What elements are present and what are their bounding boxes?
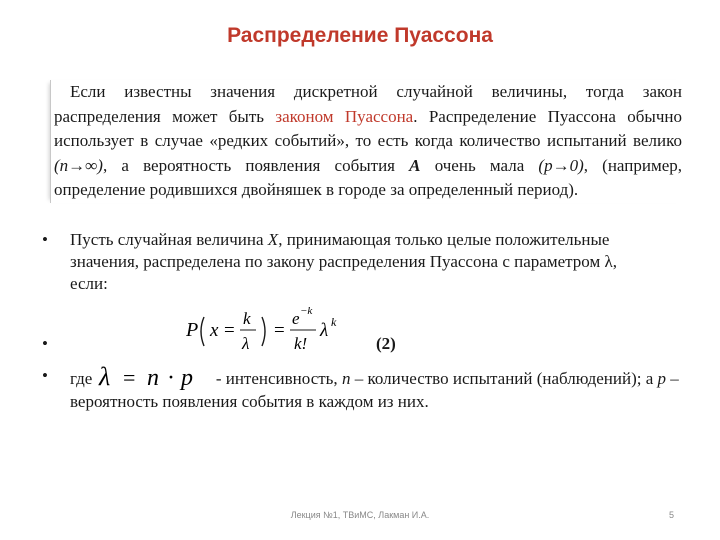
page-number: 5 xyxy=(669,510,675,520)
formula-k-factorial: k! xyxy=(294,334,308,353)
bullet3-text-4: – вероятность появления события в каждом из них. xyxy=(70,369,679,411)
event-a: А xyxy=(409,155,421,175)
intro-text-4: очень мала xyxy=(420,155,539,175)
lambda-dot: · xyxy=(166,365,175,391)
poisson-law-highlight: законом Пуассона xyxy=(275,106,414,126)
bullet-marker: • xyxy=(42,230,48,249)
formula-e: e xyxy=(292,309,300,328)
lambda-equals: = xyxy=(122,365,135,390)
bullet1-text-2: , принимающая только целые положительные значения, распределена по закону распределения Пуассона с параметром λ, если: xyxy=(70,230,617,293)
bullet3-text-3: – количество испытаний (наблюдений); а xyxy=(350,369,658,388)
condition-p-zero: (p→0) xyxy=(538,155,584,175)
condition-n-infinity: (n→∞) xyxy=(54,155,103,175)
lambda-p: p xyxy=(180,365,193,391)
bullet-text xyxy=(70,229,650,295)
variable-n: n xyxy=(341,369,351,388)
formula-p: P xyxy=(186,319,199,341)
bullet-text xyxy=(70,365,690,413)
formula-lambda: λ xyxy=(320,320,329,341)
equation-number: (2) xyxy=(376,334,396,353)
formula-equals-2: = xyxy=(274,320,285,341)
formula-x: x xyxy=(210,320,219,341)
intro-text-2: . Распределение Пуассона обычно использует в случае «редких событий», то есть когда количество испытаний велико xyxy=(54,106,682,150)
bullet-marker: • xyxy=(42,334,48,353)
lambda-equation xyxy=(97,365,212,391)
formula-left-paren xyxy=(201,317,204,346)
intro-text-1: Если известны значения дискретной случайной величины, тогда закон распределения может быть xyxy=(54,82,682,126)
poisson-formula xyxy=(186,300,356,362)
intro-paragraph xyxy=(50,80,682,203)
bullet1-text-1: Пусть случайная величина xyxy=(70,230,268,249)
slide-title: Распределение Пуассона xyxy=(227,24,493,47)
bullet-marker: • xyxy=(42,366,48,385)
formula-lambda-exponent: k xyxy=(331,315,337,329)
lambda-n: n xyxy=(146,365,159,391)
lambda-symbol: λ xyxy=(98,365,110,391)
bullet3-text-2: - интенсивность, xyxy=(211,369,342,388)
formula-k-numerator: k xyxy=(243,309,251,328)
variable-p: p xyxy=(657,369,666,388)
formula-exponent: −k xyxy=(300,305,313,317)
intro-text-5: , (например, определение родившихся двойняшек в городе за определенный период). xyxy=(54,155,683,199)
footer-lecture: Лекция №1, ТВиМС, Лакман И.А. xyxy=(290,510,430,520)
bullet3-text-1: где xyxy=(70,369,97,388)
formula-lambda-denominator: λ xyxy=(242,334,250,353)
formula-equals-1: = xyxy=(224,320,235,341)
formula-right-paren xyxy=(262,317,265,346)
variable-x: Х xyxy=(267,230,279,249)
intro-text-3: , а вероятность появления события xyxy=(102,155,410,175)
